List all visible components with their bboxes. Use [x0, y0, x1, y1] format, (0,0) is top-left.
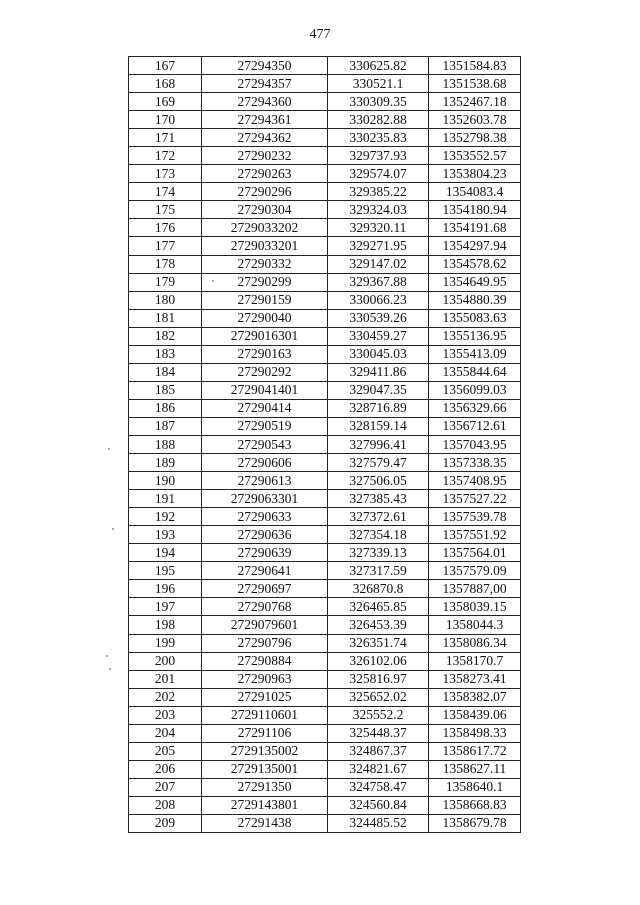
point-number-cell: 201	[129, 670, 202, 688]
point-id-cell: 27290292	[202, 363, 328, 381]
point-id-cell: 2729041401	[202, 381, 328, 399]
y-coordinate-cell: 1356099.03	[429, 381, 521, 399]
point-id-cell: 2729033202	[202, 219, 328, 237]
scan-speck	[109, 668, 111, 670]
point-id-cell: 2729033201	[202, 237, 328, 255]
y-coordinate-cell: 1355844.64	[429, 363, 521, 381]
point-id-cell: 27290040	[202, 309, 328, 327]
table-row	[129, 580, 521, 598]
x-coordinate-cell: 327385.43	[328, 490, 429, 508]
point-id-cell: 27294360	[202, 93, 328, 111]
y-coordinate-cell: 1358679.78	[429, 814, 521, 832]
point-id-cell: 27290641	[202, 562, 328, 580]
point-number-cell: 183	[129, 345, 202, 363]
point-id-cell: 27294361	[202, 111, 328, 129]
y-coordinate-cell: 1357564.01	[429, 544, 521, 562]
scan-speck	[108, 448, 110, 450]
y-coordinate-cell: 1357539.78	[429, 508, 521, 526]
point-id-cell: 27291438	[202, 814, 328, 832]
x-coordinate-cell: 329574.07	[328, 165, 429, 183]
table-row	[129, 255, 521, 273]
x-coordinate-cell: 327506.05	[328, 472, 429, 490]
y-coordinate-cell: 1358170.7	[429, 652, 521, 670]
y-coordinate-cell: 1351584.83	[429, 57, 521, 75]
point-id-cell: 2729079601	[202, 616, 328, 634]
point-id-cell: 27290606	[202, 454, 328, 472]
y-coordinate-cell: 1357527.22	[429, 490, 521, 508]
y-coordinate-cell: 1358039.15	[429, 598, 521, 616]
scan-speck	[212, 280, 214, 282]
x-coordinate-cell: 330625.82	[328, 57, 429, 75]
table-row	[129, 111, 521, 129]
table-row	[129, 598, 521, 616]
x-coordinate-cell: 329320.11	[328, 219, 429, 237]
point-number-cell: 191	[129, 490, 202, 508]
table-row	[129, 273, 521, 291]
point-number-cell: 192	[129, 508, 202, 526]
point-id-cell: 27290768	[202, 598, 328, 616]
point-number-cell: 182	[129, 327, 202, 345]
table-row	[129, 327, 521, 345]
x-coordinate-cell: 324485.52	[328, 814, 429, 832]
point-id-cell: 27290796	[202, 634, 328, 652]
point-number-cell: 190	[129, 472, 202, 490]
point-number-cell: 167	[129, 57, 202, 75]
point-number-cell: 194	[129, 544, 202, 562]
y-coordinate-cell: 1358382.07	[429, 688, 521, 706]
x-coordinate-cell: 324867.37	[328, 742, 429, 760]
x-coordinate-cell: 330282.88	[328, 111, 429, 129]
point-id-cell: 2729110601	[202, 706, 328, 724]
scan-speck	[106, 655, 108, 657]
y-coordinate-cell: 1358627.11	[429, 760, 521, 778]
x-coordinate-cell: 330521.1	[328, 75, 429, 93]
point-number-cell: 203	[129, 706, 202, 724]
point-number-cell: 206	[129, 760, 202, 778]
x-coordinate-cell: 327354.18	[328, 526, 429, 544]
y-coordinate-cell: 1354649.95	[429, 273, 521, 291]
point-number-cell: 181	[129, 309, 202, 327]
table-row	[129, 93, 521, 111]
y-coordinate-cell: 1357338.35	[429, 454, 521, 472]
x-coordinate-cell: 328716.89	[328, 399, 429, 417]
x-coordinate-cell: 329411.86	[328, 363, 429, 381]
x-coordinate-cell: 326351.74	[328, 634, 429, 652]
point-id-cell: 2729016301	[202, 327, 328, 345]
x-coordinate-cell: 327579.47	[328, 454, 429, 472]
page-number: 477	[309, 27, 331, 42]
table-row	[129, 417, 521, 435]
point-number-cell: 202	[129, 688, 202, 706]
y-coordinate-cell: 1355413.09	[429, 345, 521, 363]
point-id-cell: 27291025	[202, 688, 328, 706]
table-row	[129, 508, 521, 526]
table-row	[129, 814, 521, 832]
table-row	[129, 165, 521, 183]
y-coordinate-cell: 1354578.62	[429, 255, 521, 273]
y-coordinate-cell: 1354880.39	[429, 291, 521, 309]
point-id-cell: 27290639	[202, 544, 328, 562]
point-id-cell: 27290963	[202, 670, 328, 688]
point-number-cell: 207	[129, 778, 202, 796]
table-row	[129, 472, 521, 490]
table-row	[129, 381, 521, 399]
y-coordinate-cell: 1358668.83	[429, 796, 521, 814]
x-coordinate-cell: 324560.84	[328, 796, 429, 814]
table-row	[129, 652, 521, 670]
x-coordinate-cell: 330235.83	[328, 129, 429, 147]
x-coordinate-cell: 325816.97	[328, 670, 429, 688]
table-row	[129, 778, 521, 796]
y-coordinate-cell: 1356712.61	[429, 417, 521, 435]
x-coordinate-cell: 326102.06	[328, 652, 429, 670]
x-coordinate-cell: 328159.14	[328, 417, 429, 435]
x-coordinate-cell: 329047.35	[328, 381, 429, 399]
point-id-cell: 27290633	[202, 508, 328, 526]
point-number-cell: 205	[129, 742, 202, 760]
point-number-cell: 185	[129, 381, 202, 399]
point-number-cell: 196	[129, 580, 202, 598]
point-number-cell: 187	[129, 417, 202, 435]
point-number-cell: 176	[129, 219, 202, 237]
x-coordinate-cell: 324758.47	[328, 778, 429, 796]
point-number-cell: 169	[129, 93, 202, 111]
point-id-cell: 2729135001	[202, 760, 328, 778]
point-id-cell: 27294357	[202, 75, 328, 93]
table-body	[129, 57, 521, 833]
point-id-cell: 27290304	[202, 201, 328, 219]
point-number-cell: 208	[129, 796, 202, 814]
y-coordinate-cell: 1353552.57	[429, 147, 521, 165]
x-coordinate-cell: 327339.13	[328, 544, 429, 562]
point-number-cell: 170	[129, 111, 202, 129]
point-id-cell: 2729135002	[202, 742, 328, 760]
point-id-cell: 27290884	[202, 652, 328, 670]
x-coordinate-cell: 324821.67	[328, 760, 429, 778]
table-row	[129, 183, 521, 201]
table-row	[129, 57, 521, 75]
point-number-cell: 195	[129, 562, 202, 580]
point-number-cell: 197	[129, 598, 202, 616]
x-coordinate-cell: 330045.03	[328, 345, 429, 363]
x-coordinate-cell: 327996.41	[328, 435, 429, 453]
table-row	[129, 75, 521, 93]
table-row	[129, 435, 521, 453]
x-coordinate-cell: 329271.95	[328, 237, 429, 255]
x-coordinate-cell: 330459.27	[328, 327, 429, 345]
y-coordinate-cell: 1354191.68	[429, 219, 521, 237]
y-coordinate-cell: 1352798.38	[429, 129, 521, 147]
point-id-cell: 27291106	[202, 724, 328, 742]
point-number-cell: 177	[129, 237, 202, 255]
point-id-cell: 27290332	[202, 255, 328, 273]
y-coordinate-cell: 1352467.18	[429, 93, 521, 111]
point-id-cell: 27290232	[202, 147, 328, 165]
y-coordinate-cell: 1358640.1	[429, 778, 521, 796]
point-id-cell: 27290543	[202, 435, 328, 453]
point-number-cell: 172	[129, 147, 202, 165]
x-coordinate-cell: 326465.85	[328, 598, 429, 616]
point-id-cell: 2729143801	[202, 796, 328, 814]
point-id-cell: 27290163	[202, 345, 328, 363]
point-id-cell: 27290296	[202, 183, 328, 201]
table-row	[129, 634, 521, 652]
point-number-cell: 199	[129, 634, 202, 652]
y-coordinate-cell: 1358086.34	[429, 634, 521, 652]
point-id-cell: 27294362	[202, 129, 328, 147]
y-coordinate-cell: 1354180.94	[429, 201, 521, 219]
y-coordinate-cell: 1355083.63	[429, 309, 521, 327]
table-row	[129, 706, 521, 724]
point-id-cell: 27294350	[202, 57, 328, 75]
y-coordinate-cell: 1354297.94	[429, 237, 521, 255]
table-row	[129, 399, 521, 417]
point-id-cell: 27290697	[202, 580, 328, 598]
point-id-cell: 27290159	[202, 291, 328, 309]
point-id-cell: 27290299	[202, 273, 328, 291]
table-row	[129, 526, 521, 544]
coordinates-table	[128, 56, 521, 833]
point-number-cell: 174	[129, 183, 202, 201]
table-row	[129, 291, 521, 309]
y-coordinate-cell: 1358498.33	[429, 724, 521, 742]
y-coordinate-cell: 1355136.95	[429, 327, 521, 345]
y-coordinate-cell: 1357043.95	[429, 435, 521, 453]
point-number-cell: 171	[129, 129, 202, 147]
point-number-cell: 178	[129, 255, 202, 273]
table-row	[129, 219, 521, 237]
point-number-cell: 188	[129, 435, 202, 453]
table-row	[129, 129, 521, 147]
table-row	[129, 345, 521, 363]
y-coordinate-cell: 1352603.78	[429, 111, 521, 129]
x-coordinate-cell: 325552.2	[328, 706, 429, 724]
point-number-cell: 204	[129, 724, 202, 742]
x-coordinate-cell: 330309.35	[328, 93, 429, 111]
table-row	[129, 796, 521, 814]
table-row	[129, 363, 521, 381]
scan-speck	[112, 528, 114, 530]
x-coordinate-cell: 325448.37	[328, 724, 429, 742]
y-coordinate-cell: 1351538.68	[429, 75, 521, 93]
table-row	[129, 616, 521, 634]
point-number-cell: 209	[129, 814, 202, 832]
table-row	[129, 237, 521, 255]
y-coordinate-cell: 1353804.23	[429, 165, 521, 183]
y-coordinate-cell: 1354083.4	[429, 183, 521, 201]
point-number-cell: 198	[129, 616, 202, 634]
point-number-cell: 179	[129, 273, 202, 291]
x-coordinate-cell: 330539.26	[328, 309, 429, 327]
y-coordinate-cell: 1358439.06	[429, 706, 521, 724]
y-coordinate-cell: 1358044.3	[429, 616, 521, 634]
y-coordinate-cell: 1357887,00	[429, 580, 521, 598]
x-coordinate-cell: 330066.23	[328, 291, 429, 309]
table-row	[129, 724, 521, 742]
point-id-cell: 2729063301	[202, 490, 328, 508]
point-id-cell: 27290613	[202, 472, 328, 490]
point-id-cell: 27290519	[202, 417, 328, 435]
table-row	[129, 309, 521, 327]
x-coordinate-cell: 329367.88	[328, 273, 429, 291]
y-coordinate-cell: 1357551.92	[429, 526, 521, 544]
x-coordinate-cell: 327372.61	[328, 508, 429, 526]
point-number-cell: 173	[129, 165, 202, 183]
point-number-cell: 186	[129, 399, 202, 417]
y-coordinate-cell: 1357579.09	[429, 562, 521, 580]
table-row	[129, 490, 521, 508]
point-number-cell: 168	[129, 75, 202, 93]
y-coordinate-cell: 1358273.41	[429, 670, 521, 688]
y-coordinate-cell: 1358617.72	[429, 742, 521, 760]
table-row	[129, 147, 521, 165]
point-number-cell: 175	[129, 201, 202, 219]
x-coordinate-cell: 329385.22	[328, 183, 429, 201]
point-number-cell: 184	[129, 363, 202, 381]
table-row	[129, 201, 521, 219]
point-id-cell: 27290414	[202, 399, 328, 417]
table-row	[129, 760, 521, 778]
x-coordinate-cell: 327317.59	[328, 562, 429, 580]
point-number-cell: 200	[129, 652, 202, 670]
point-number-cell: 189	[129, 454, 202, 472]
x-coordinate-cell: 326870.8	[328, 580, 429, 598]
point-id-cell: 27291350	[202, 778, 328, 796]
table-row	[129, 688, 521, 706]
table-row	[129, 454, 521, 472]
point-number-cell: 193	[129, 526, 202, 544]
x-coordinate-cell: 329324.03	[328, 201, 429, 219]
y-coordinate-cell: 1357408.95	[429, 472, 521, 490]
y-coordinate-cell: 1356329.66	[429, 399, 521, 417]
x-coordinate-cell: 325652.02	[328, 688, 429, 706]
x-coordinate-cell: 326453.39	[328, 616, 429, 634]
x-coordinate-cell: 329737.93	[328, 147, 429, 165]
point-id-cell: 27290636	[202, 526, 328, 544]
table-row	[129, 742, 521, 760]
point-id-cell: 27290263	[202, 165, 328, 183]
table-row	[129, 562, 521, 580]
x-coordinate-cell: 329147.02	[328, 255, 429, 273]
table-row	[129, 670, 521, 688]
table-row	[129, 544, 521, 562]
point-number-cell: 180	[129, 291, 202, 309]
